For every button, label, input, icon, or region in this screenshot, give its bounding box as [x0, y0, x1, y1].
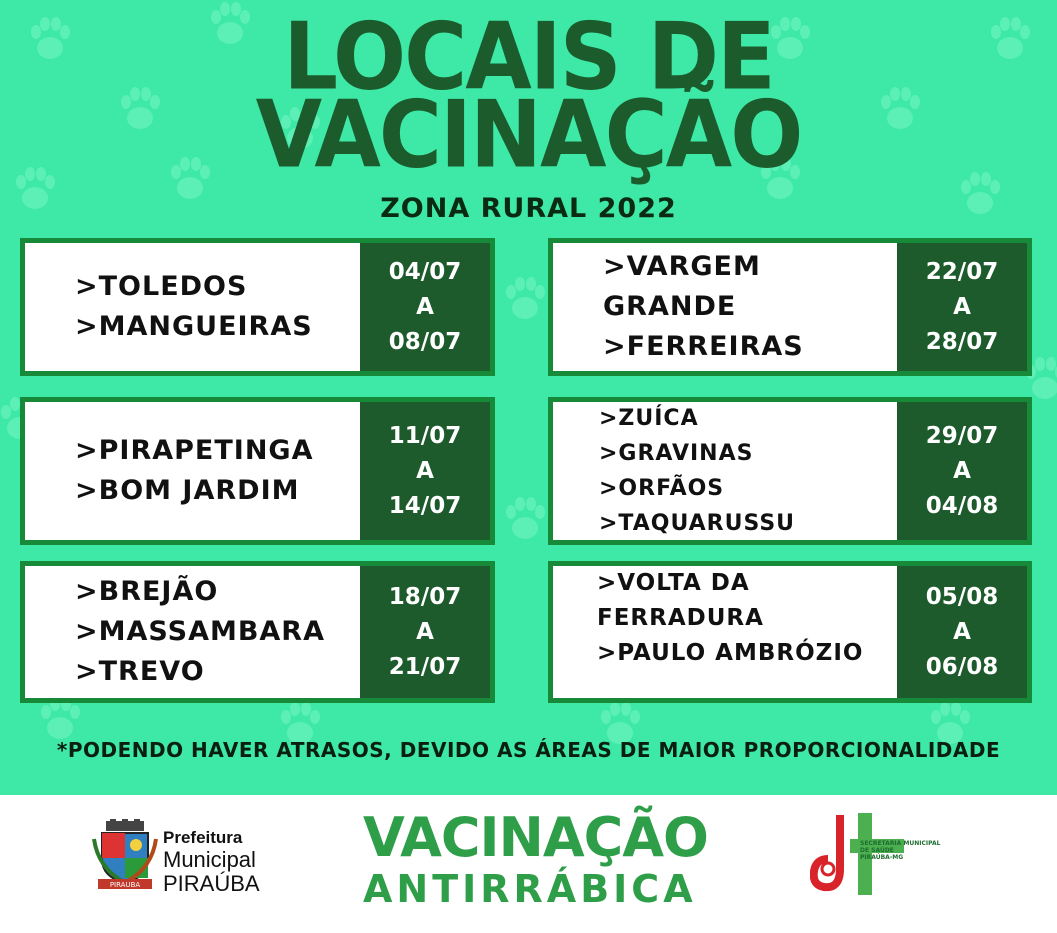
subtitle: ZONA RURAL 2022	[380, 193, 677, 224]
page-title-line1: LOCAIS DE	[283, 2, 774, 111]
end-date: 04/08	[925, 492, 999, 519]
page-title-line2: VACINAÇÃO	[255, 81, 802, 189]
place-item: >VARGEM GRANDE	[603, 251, 761, 322]
places-list	[553, 243, 897, 371]
date-separator: A	[953, 457, 971, 484]
place-item: >TREVO	[75, 656, 205, 687]
date-separator: A	[416, 618, 434, 645]
start-date: 05/08	[925, 583, 999, 610]
start-date: 29/07	[925, 422, 999, 449]
schedule-card	[20, 238, 495, 376]
schedule-card	[20, 397, 495, 545]
campaign-line1: VACINAÇÃO	[363, 806, 708, 869]
place-item: >ZUÍCA	[599, 406, 699, 431]
date-separator: A	[416, 293, 434, 320]
end-date: 28/07	[925, 328, 999, 355]
paw-print-icon	[506, 277, 545, 319]
secretaria-label: SECRETARIA MUNICIPAL DE SAÚDE PIRAÚBA-MG	[860, 840, 941, 861]
prefeitura-label	[163, 828, 260, 896]
place-item: >FERREIRAS	[603, 331, 804, 362]
paw-print-icon	[41, 697, 80, 739]
end-date: 21/07	[388, 653, 462, 680]
date-separator: A	[416, 457, 434, 484]
municipal-crest-icon	[92, 819, 158, 891]
places-list	[553, 402, 897, 540]
start-date: 11/07	[388, 422, 462, 449]
place-item: >TOLEDOS	[75, 271, 248, 302]
places-list	[25, 243, 360, 371]
place-item: >PIRAPETINGA	[75, 435, 314, 466]
campaign-title	[363, 806, 708, 911]
place-item: >MANGUEIRAS	[75, 311, 313, 342]
delay-notice: *PODENDO HAVER ATRASOS, DEVIDO AS ÁREAS DE MAIOR PROPORCIONALIDADE	[56, 738, 1001, 762]
schedule-card	[20, 561, 495, 703]
schedule-card	[548, 238, 1032, 376]
date-range	[360, 566, 490, 698]
places-list	[25, 566, 360, 698]
date-separator: A	[953, 618, 971, 645]
start-date: 22/07	[925, 258, 999, 285]
prefeitura-line2: Municipal	[163, 847, 256, 872]
date-range	[360, 402, 490, 540]
place-item: >BOM JARDIM	[75, 475, 300, 506]
place-item: >VOLTA DA FERRADURA	[597, 569, 764, 631]
place-item: >PAULO AMBRÓZIO	[597, 639, 864, 666]
schedule-card	[548, 561, 1032, 703]
place-item: >MASSAMBARA	[75, 616, 325, 647]
places-list	[25, 402, 360, 540]
place-item: >GRAVINAS	[599, 441, 754, 466]
prefeitura-line3: PIRAÚBA	[163, 871, 260, 896]
place-item: >TAQUARUSSU	[599, 511, 796, 536]
date-range	[897, 243, 1027, 371]
place-item: >ORFÃOS	[599, 476, 725, 501]
paw-print-icon	[506, 497, 545, 539]
date-range	[897, 402, 1027, 540]
footer	[0, 795, 1057, 933]
places-list	[553, 566, 897, 698]
place-item: >BREJÃO	[75, 576, 219, 607]
end-date: 08/07	[388, 328, 462, 355]
date-separator: A	[953, 293, 971, 320]
start-date: 18/07	[388, 583, 462, 610]
date-range	[897, 566, 1027, 698]
start-date: 04/07	[388, 258, 462, 285]
campaign-line2: ANTIRRÁBICA	[363, 867, 697, 911]
date-range	[360, 243, 490, 371]
end-date: 14/07	[388, 492, 462, 519]
schedule-card	[548, 397, 1032, 545]
prefeitura-line1: Prefeitura	[163, 828, 243, 847]
end-date: 06/08	[925, 653, 999, 680]
crest-banner-text: PIRAUBA	[109, 881, 141, 889]
